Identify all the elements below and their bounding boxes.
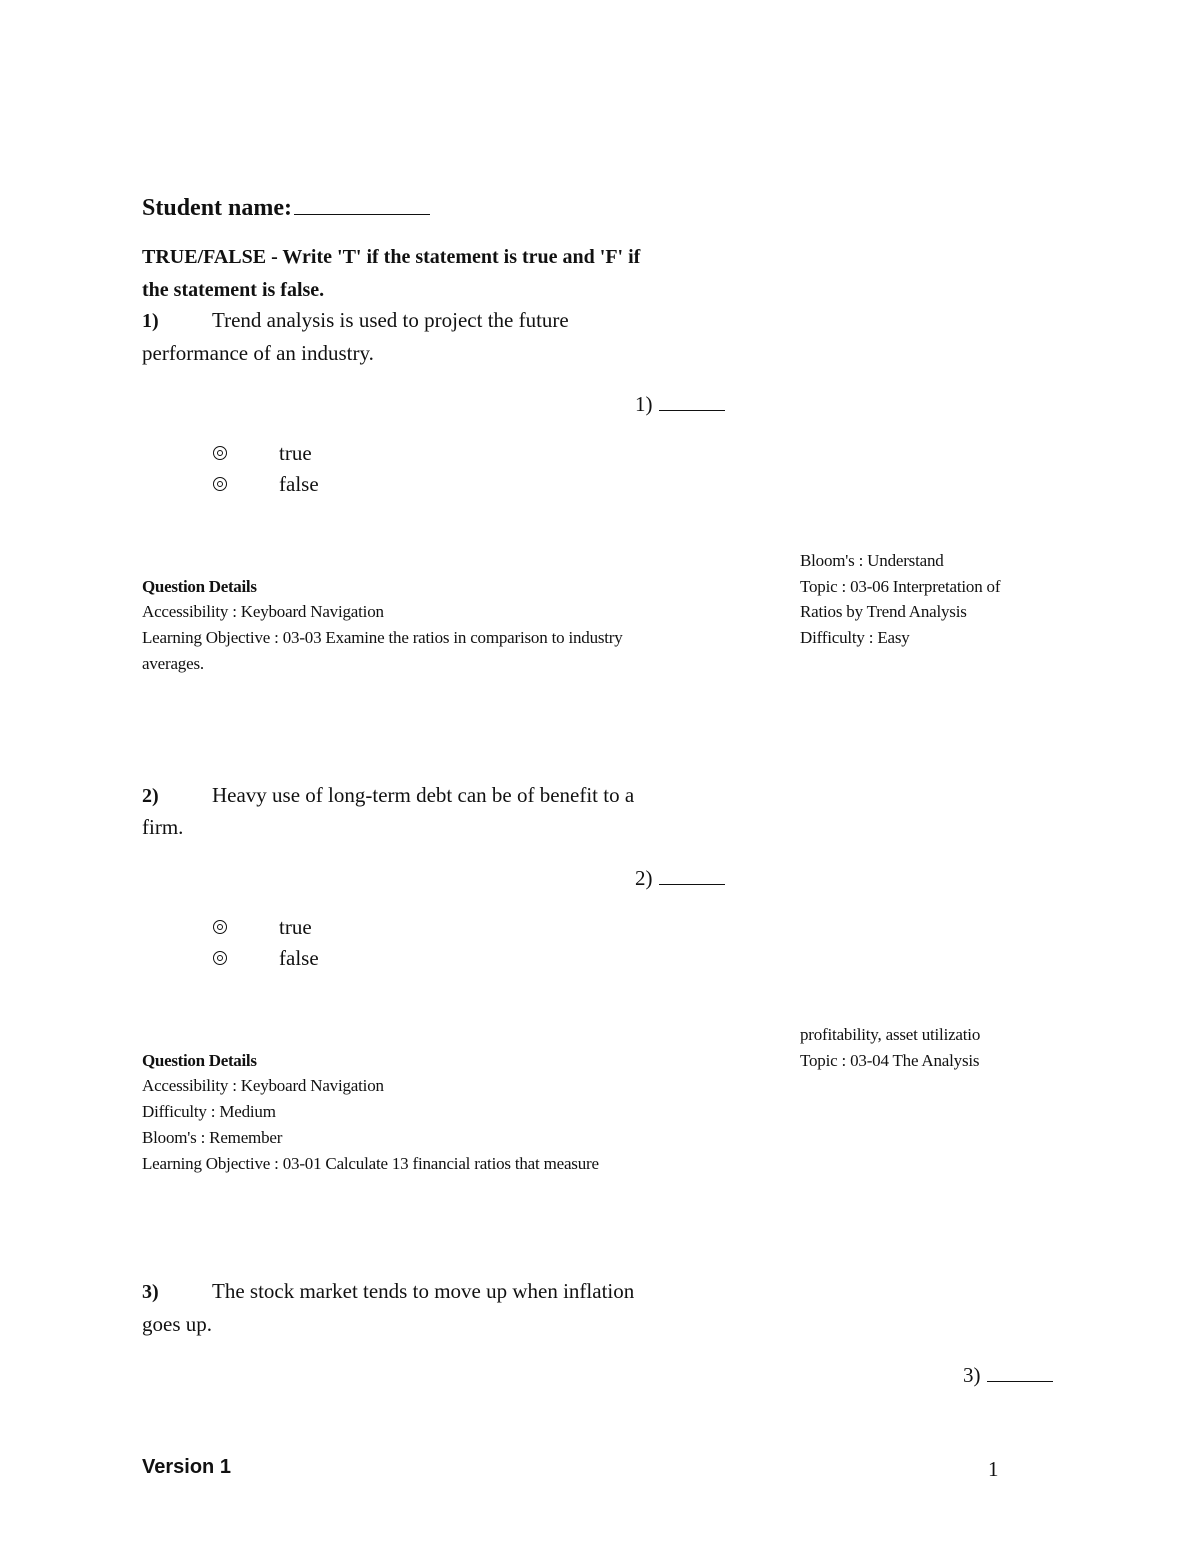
instructions-line-2: the statement is false. [142, 279, 325, 301]
answer-blank-2[interactable] [635, 866, 725, 891]
question-text-continued: performance of an industry. [142, 341, 374, 365]
question-details-heading: Question Details [142, 577, 257, 596]
question-2 [142, 783, 634, 808]
option-label: true [279, 915, 312, 939]
question-text: Heavy use of long-term debt can be of benefit to a [212, 783, 635, 807]
detail-difficulty: Difficulty : Medium [142, 1102, 276, 1121]
version-label: Version 1 [142, 1456, 231, 1478]
detail-learning-objective: Learning Objective : 03-01 Calculate 13 financial ratios that measure [142, 1154, 599, 1173]
student-name-blank[interactable] [294, 194, 430, 215]
student-name-label: Student name: [142, 195, 293, 221]
detail-difficulty: Difficulty : Easy [800, 628, 910, 647]
question-text-continued: goes up. [142, 1312, 212, 1336]
option-true[interactable] [213, 441, 312, 466]
answer-label: 3) [963, 1363, 981, 1387]
answer-line[interactable] [659, 392, 725, 411]
question-1 [142, 308, 569, 333]
answer-line[interactable] [659, 866, 725, 885]
detail-learning-objective-continued: averages. [142, 654, 204, 673]
radio-icon[interactable] [213, 477, 227, 491]
question-details-heading: Question Details [142, 1051, 257, 1070]
detail-learning-objective: Learning Objective : 03-03 Examine the ratios in comparison to industry [142, 628, 623, 647]
answer-label: 1) [635, 392, 653, 416]
question-number: 1) [142, 310, 159, 332]
answer-line[interactable] [987, 1363, 1053, 1382]
option-false[interactable] [213, 472, 319, 497]
detail-accessibility: Accessibility : Keyboard Navigation [142, 602, 384, 621]
detail-topic: Topic : 03-04 The Analysis [800, 1051, 980, 1070]
option-label: false [279, 472, 319, 496]
question-number: 3) [142, 1281, 159, 1303]
detail-learning-objective-continued: profitability, asset utilizatio [800, 1025, 981, 1044]
answer-blank-1[interactable] [635, 392, 725, 417]
answer-label: 2) [635, 866, 653, 890]
student-name-field [142, 194, 430, 222]
radio-icon[interactable] [213, 951, 227, 965]
question-text: The stock market tends to move up when inflation [212, 1279, 635, 1303]
question-3 [142, 1279, 634, 1304]
radio-icon[interactable] [213, 446, 227, 460]
answer-blank-3[interactable] [963, 1363, 1053, 1388]
question-text-continued: firm. [142, 815, 184, 839]
option-false[interactable] [213, 946, 319, 971]
page-number: 1 [988, 1457, 999, 1481]
option-label: true [279, 441, 312, 465]
detail-accessibility: Accessibility : Keyboard Navigation [142, 1076, 384, 1095]
instructions-line-1: TRUE/FALSE - Write 'T' if the statement is true and 'F' if [142, 246, 641, 268]
detail-blooms: Bloom's : Remember [142, 1128, 283, 1147]
question-number: 2) [142, 785, 159, 807]
question-text: Trend analysis is used to project the future [212, 308, 569, 332]
option-true[interactable] [213, 915, 312, 940]
detail-topic: Topic : 03-06 Interpretation of [800, 577, 1001, 596]
detail-blooms: Bloom's : Understand [800, 551, 944, 570]
radio-icon[interactable] [213, 920, 227, 934]
option-label: false [279, 946, 319, 970]
detail-topic-continued: Ratios by Trend Analysis [800, 602, 967, 621]
